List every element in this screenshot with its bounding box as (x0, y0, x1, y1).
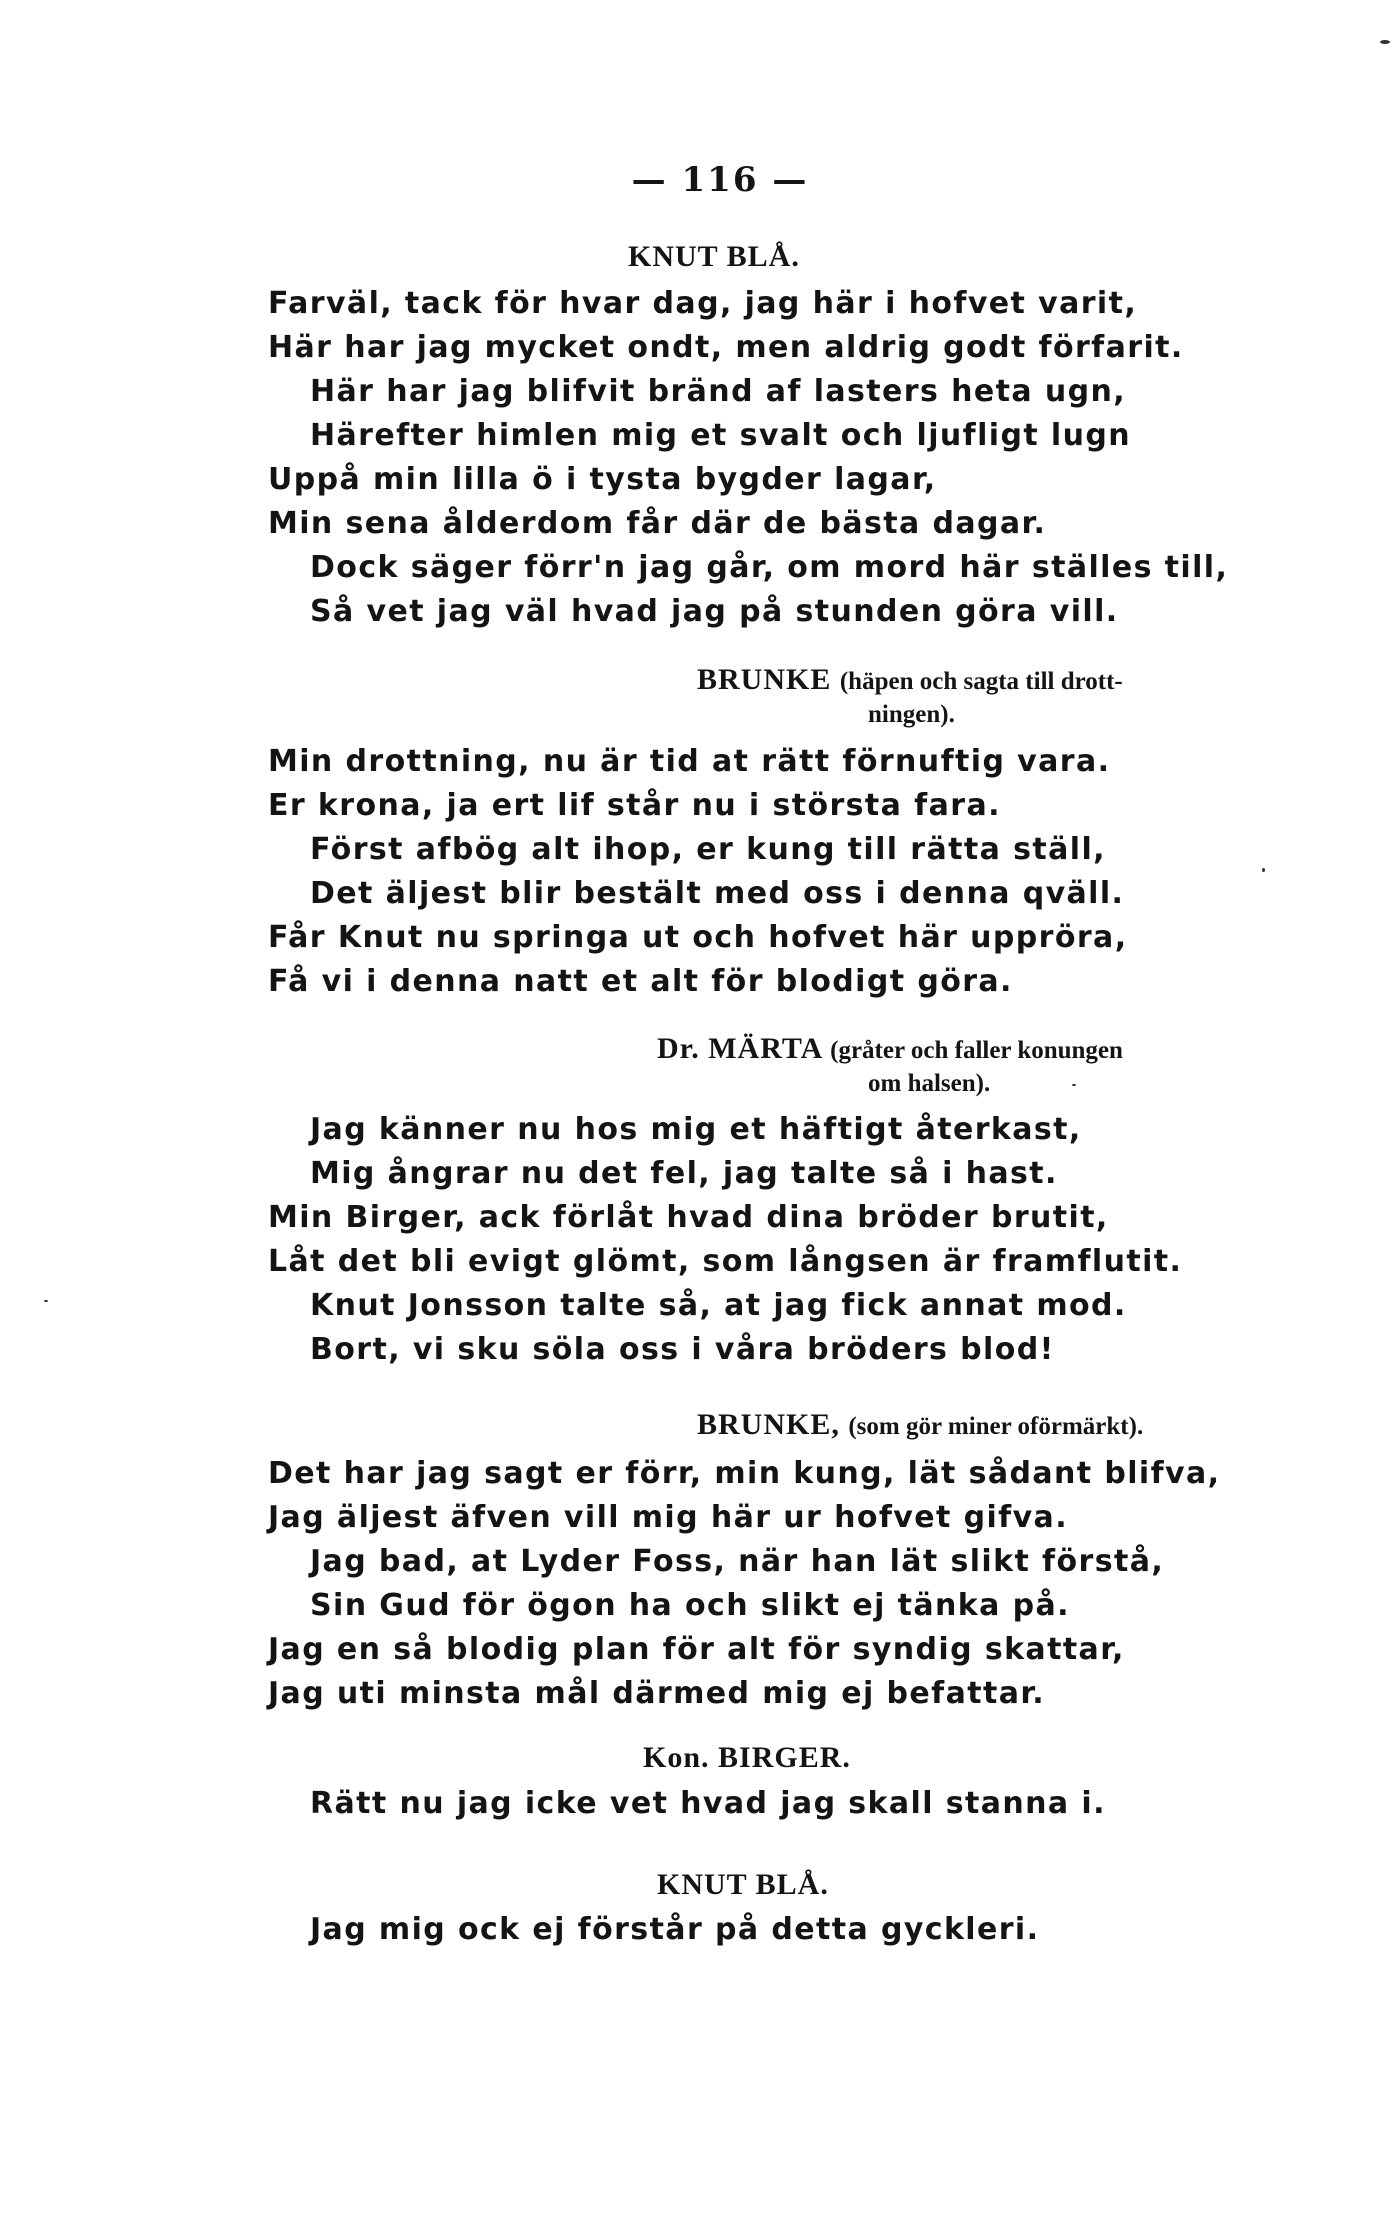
verse-block (0, 740, 1400, 1004)
verse-line: Jag känner nu hos mig et häftigt återkast, (310, 1112, 1082, 1147)
speaker-heading (697, 663, 1123, 697)
verse-line: Så vet jag väl hvad jag på stunden göra vill. (310, 594, 1119, 629)
verse-line: Jag bad, at Lyder Foss, när han lät slikt förstå, (310, 1544, 1165, 1579)
verse-block (0, 1452, 1400, 1716)
verse-block (0, 1908, 1400, 1952)
speaker-name: BRUNKE, (697, 1408, 840, 1441)
speaker-heading (628, 240, 800, 274)
verse-line: Det har jag sagt er förr, min kung, lät sådant blifva, (268, 1456, 1221, 1491)
print-speck (44, 1300, 48, 1302)
verse-line: Här har jag blifvit bränd af lasters heta ugn, (310, 374, 1127, 409)
verse-block (0, 1108, 1400, 1372)
verse-line: Först afbög alt ihop, er kung till rätta ställ, (310, 832, 1106, 867)
verse-line: Jag uti minsta mål därmed mig ej befattar. (268, 1676, 1046, 1711)
speaker-name: Kon. BIRGER. (643, 1741, 851, 1774)
verse-line: Här har jag mycket ondt, men aldrig godt förfarit. (268, 330, 1184, 365)
print-speck (1380, 40, 1390, 44)
verse-line: Jag mig ock ej förstår på detta gyckleri. (310, 1912, 1040, 1947)
speaker-name: Dr. MÄRTA (657, 1032, 822, 1065)
verse-block (0, 1782, 1400, 1826)
speaker-name: BRUNKE (697, 663, 832, 696)
speaker-heading (657, 1868, 829, 1902)
verse-line: Dock säger förr'n jag går, om mord här ställes till, (310, 550, 1229, 585)
verse-line: Uppå min lilla ö i tysta bygder lagar, (268, 462, 937, 497)
verse-line: Mig ångrar nu det fel, jag talte så i hast. (310, 1156, 1058, 1191)
page-number: — 116 — (631, 160, 809, 200)
speaker-name: KNUT BLÅ. (657, 1868, 829, 1901)
verse-line: Bort, vi sku söla oss i våra bröders blod! (310, 1332, 1055, 1367)
speaker-name: KNUT BLÅ. (628, 240, 800, 273)
verse-line: Min sena ålderdom får där de bästa dagar. (268, 506, 1047, 541)
verse-line: Knut Jonsson talte så, at jag fick annat mod. (310, 1288, 1127, 1323)
stage-direction: (häpen och sagta till drott- (839, 668, 1123, 695)
verse-line: Sin Gud för ögon ha och slikt ej tänka på. (310, 1588, 1070, 1623)
verse-block (0, 282, 1400, 634)
verse-line: Det äljest blir bestält med oss i denna qväll. (310, 876, 1125, 911)
verse-line: Härefter himlen mig et svalt och ljufligt lugn (310, 418, 1131, 453)
verse-line: Min Birger, ack förlåt hvad dina bröder brutit, (268, 1200, 1109, 1235)
verse-line: Rätt nu jag icke vet hvad jag skall stanna i. (310, 1786, 1106, 1821)
verse-line: Min drottning, nu är tid at rätt förnuftig vara. (268, 744, 1111, 779)
verse-line: Jag äljest äfven vill mig här ur hofvet gifva. (268, 1500, 1068, 1535)
speaker-heading (697, 1408, 1143, 1442)
verse-line: Låt det bli evigt glömt, som långsen är framflutit. (268, 1244, 1183, 1279)
print-speck (1072, 1084, 1076, 1086)
stage-direction: (som gör miner oförmärkt). (848, 1413, 1144, 1440)
stage-direction: (gråter och faller konungen (830, 1037, 1123, 1064)
verse-line: Er krona, ja ert lif står nu i största fara. (268, 788, 1001, 823)
stage-direction-continued: om halsen). (868, 1070, 991, 1097)
speaker-heading (657, 1032, 1123, 1066)
print-speck (1262, 868, 1265, 872)
verse-line: Få vi i denna natt et alt för blodigt göra. (268, 964, 1013, 999)
stage-direction-continued: ningen). (868, 701, 955, 728)
verse-line: Jag en så blodig plan för alt för syndig skattar, (268, 1632, 1125, 1667)
verse-line: Farväl, tack för hvar dag, jag här i hofvet varit, (268, 286, 1138, 321)
verse-line: Får Knut nu springa ut och hofvet här uppröra, (268, 920, 1128, 955)
speaker-heading (643, 1741, 851, 1775)
